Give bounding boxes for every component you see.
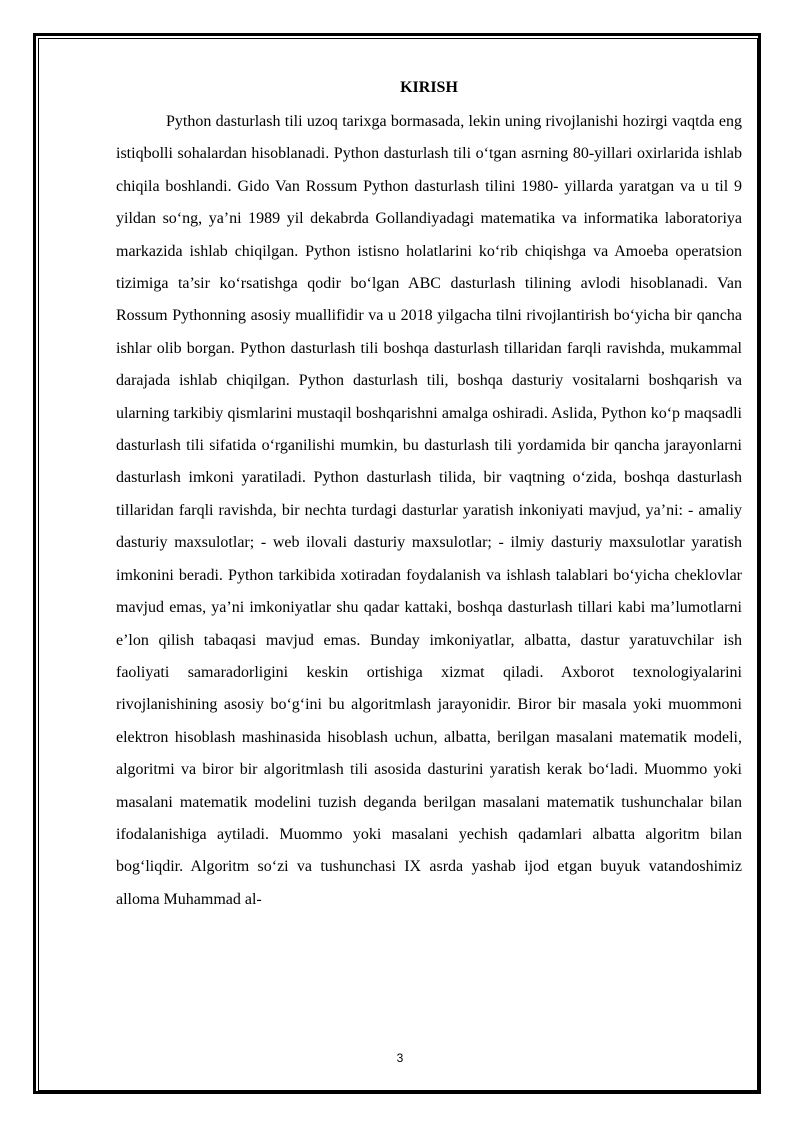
- document-body: [116, 74, 742, 916]
- body-paragraph: Python dasturlash tili uzoq tarixga bormasada, lekin uning rivojlanishi hozirgi vaqtda eng istiqbolli sohalardan hisoblanadi. Python dasturlash tili o‘tgan asrning 80-yillari oxirlarida ishlab chiqila boshlandi. Gido Van Rossum Python dasturlash tilini 1980- yillarda yaratgan va u til 9 yildan so‘ng, ya’ni 1989 yil dekabrda Gollandiyadagi matematika va informatika laboratoriya markazida ishlab chiqilgan. Python istisno holatlarini ko‘rib chiqishga va Amoeba operatsion tizimiga ta’sir ko‘rsatishga qodir bo‘lgan ABC dasturlash tilining avlodi hisoblanadi. Van Rossum Pythonning asosiy muallifidir va u 2018 yilgacha tilni rivojlantirish bo‘yicha bir qancha ishlar olib borgan. Python dasturlash tili boshqa dasturlash tillaridan farqli ravishda, mukammal darajada ishlab chiqilgan. Python dasturlash tili, boshqa dasturiy vositalarni boshqarish va ularning tarkibiy qismlarini mustaqil boshqarishni amalga oshiradi. Aslida, Python ko‘p maqsadli dasturlash tili sifatida o‘rganilishi mumkin, bu dasturlash tili yordamida bir qancha jarayonlarni dasturlash imkoni yaratiladi. Python dasturlash tilida, bir vaqtning o‘zida, boshqa dasturlash tillaridan farqli ravishda, bir nechta turdagi dasturlar yaratish inkoniyati mavjud, ya’ni: - amaliy dasturiy maxsulotlar; - web ilovali dasturiy maxsulotlar; - ilmiy dasturiy maxsulotlar yaratish imkonini beradi. Python tarkibida xotiradan foydalanish va ishlash talablari bo‘yicha cheklovlar mavjud emas, ya’ni imkoniyatlar shu qadar kattaki, boshqa dasturlash tillari kabi ma’lumotlarni e’lon qilish tabaqasi mavjud emas. Bunday imkoniyatlar, albatta, dastur yaratuvchilar ish faoliyati samaradorligini keskin ortishiga xizmat qiladi. Axborot texnologiyalarini rivojlanishining asosiy bo‘g‘ini bu algoritmlash jarayonidir. Biror bir masala yoki muommoni elektron hisoblash mashinasida hisoblash uchun, albatta, berilgan masalani matematik modeli, algoritmi va biror bir algoritmlash tili asosida dasturini yaratish kerak bo‘ladi. Muommo yoki masalani matematik modelini tuzish deganda berilgan masalani matematik tushunchalar bilan ifodalanishiga aytiladi. Muommo yoki masalani yechish qadamlari albatta algoritm bilan bog‘liqdir. Algoritm so‘zi va tushunchasi IX asrda yashab ijod etgan buyuk vatandoshimiz alloma Muhammad al-: [116, 113, 742, 908]
- section-heading: KIRISH: [400, 79, 458, 96]
- page-number: 3: [396, 1051, 404, 1065]
